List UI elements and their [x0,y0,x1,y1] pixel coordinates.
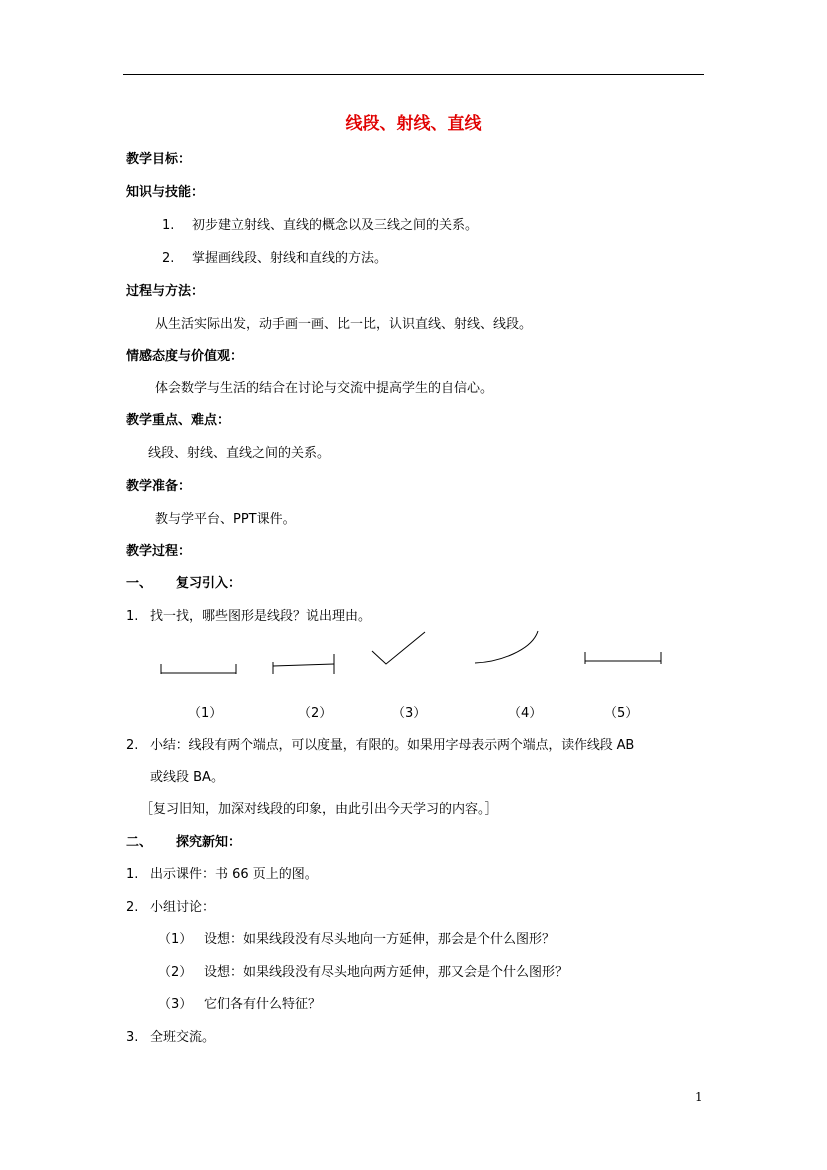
attitude-heading: 情感态度与价值观： [126,349,244,364]
section-title: 复习引入： [176,576,242,591]
section-title: 探究新知： [176,835,242,850]
section-1-note: ［复习旧知，加深对线段的印象，由此引出今天学习的内容。］ [140,802,498,817]
figure-1-segment [161,664,236,674]
discussion-item-3 [158,997,321,1013]
section-number: 一、 [126,576,153,591]
page-number: 1 [695,1090,703,1104]
preparation-text: 教与学平台、PPT课件。 [155,512,296,527]
sub-number: （2） [158,965,193,980]
objectives-heading: 教学目标： [126,152,192,167]
section-2-item-2 [126,900,215,916]
list-text: 初步建立射线、直线的概念以及三线之间的关系。 [192,218,479,233]
section-number: 二、 [126,835,153,850]
figure-label-1: （1） [188,706,223,721]
attitude-text: 体会数学与生活的结合在讨论与交流中提高学生的自信心。 [155,381,494,396]
process-text: 从生活实际出发，动手画一画、比一比，认识直线、射线、线段。 [155,317,533,332]
discussion-item-1 [158,932,555,948]
figure-label-5: （5） [604,706,639,721]
figure-5-segment [585,652,661,664]
sub-number: （3） [158,997,193,1012]
list-text: 小结：线段有两个端点，可以度量，有限的。如果用字母表示两个端点，读作线段 AB [150,738,635,753]
keypoints-text: 线段、射线、直线之间的关系。 [148,446,331,461]
knowledge-heading: 知识与技能： [126,185,205,200]
list-number: 2. [162,251,175,266]
section-1-item-2-continued: 或线段 BA。 [150,770,224,785]
section-1-item-2 [126,738,634,754]
list-number: 3. [126,1030,139,1045]
figure-label-4: （4） [508,706,543,721]
figure-4-curve [475,631,538,663]
list-number: 2. [126,738,139,753]
section-2-item-1 [126,867,318,883]
document-title: 线段、射线、直线 [345,114,482,134]
sub-text: 设想：如果线段没有尽头地向一方延伸，那会是个什么图形？ [204,932,556,947]
keypoints-heading: 教学重点、难点： [126,413,231,428]
list-number: 1. [126,867,139,882]
list-text: 小组讨论： [150,900,216,915]
section-2-item-3 [126,1030,215,1046]
list-number: 2. [126,900,139,915]
procedure-heading: 教学过程： [126,544,192,559]
list-number: 1. [162,218,175,233]
list-text: 找一找，哪些图形是线段？说出理由。 [150,609,372,624]
sub-text: 它们各有什么特征？ [204,997,322,1012]
figure-label-3: （3） [392,706,427,721]
figure-2-ray [273,654,334,674]
discussion-item-2 [158,965,568,981]
list-number: 1. [126,609,139,624]
list-text: 掌握画线段、射线和直线的方法。 [192,251,388,266]
section-2-heading [126,835,241,851]
figure-label-2: （2） [298,706,333,721]
process-heading: 过程与方法： [126,284,205,299]
preparation-heading: 教学准备： [126,479,192,494]
figure-3-angle [372,632,425,664]
sub-number: （1） [158,932,193,947]
sub-text: 设想：如果线段没有尽头地向两方延伸，那又会是个什么图形？ [204,965,569,980]
list-text: 出示课件：书 66 页上的图。 [150,867,318,882]
list-text: 全班交流。 [150,1030,216,1045]
